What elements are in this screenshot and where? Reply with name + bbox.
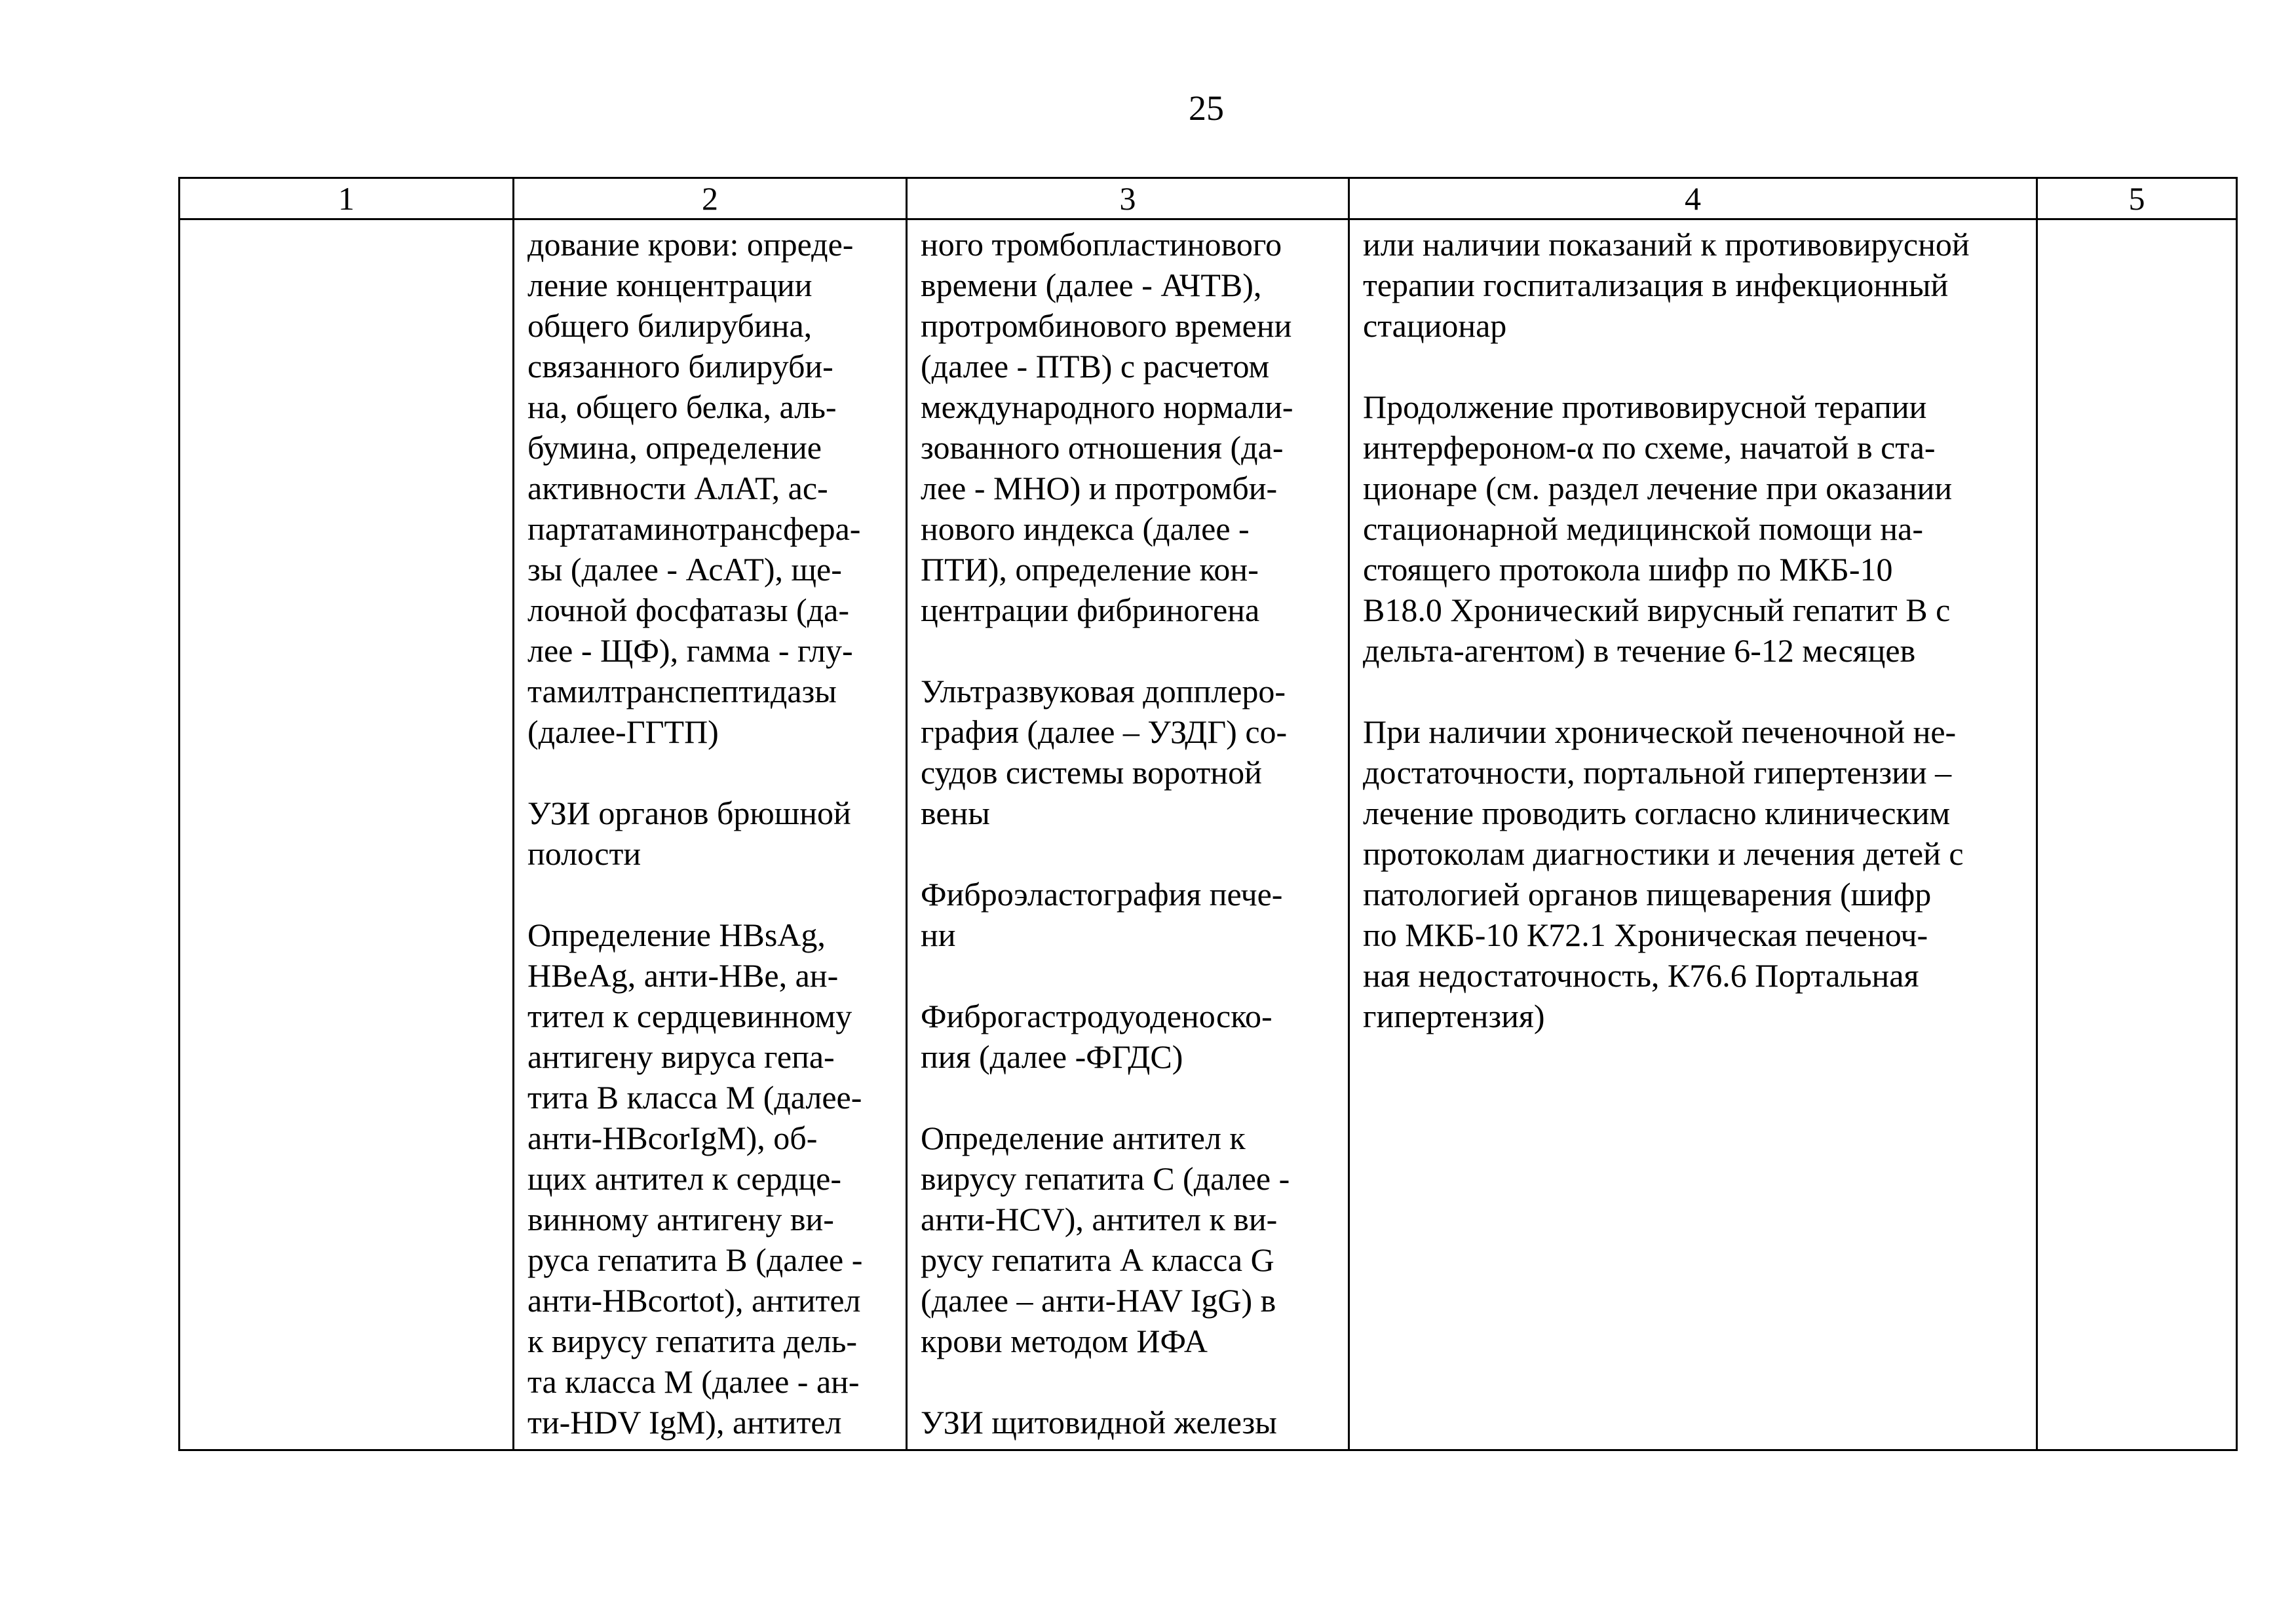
- cell-text-line: ционаре (см. раздел лечение при оказании: [1363, 470, 1953, 506]
- cell-text-line: стоящего протокола шифр по МКБ-10: [1363, 551, 1893, 588]
- cell-text-line: УЗИ щитовидной железы: [921, 1404, 1277, 1441]
- paragraph-gap: [527, 752, 892, 793]
- cell-text-line: (далее - ПТВ) с расчетом: [921, 348, 1270, 385]
- table-header-row: [180, 178, 2237, 219]
- cell-text-line: УЗИ органов брюшной: [527, 795, 851, 831]
- cell-text-line: антигену вируса гепа-: [527, 1038, 835, 1075]
- cell-text-line: ти-HDV IgM), антител: [527, 1404, 842, 1441]
- cell-text-line: Определение HBsAg,: [527, 916, 826, 953]
- cell-text-line: ни: [921, 916, 956, 953]
- cell-text-line: русу гепатита А класса G: [921, 1241, 1274, 1278]
- cell-text-line: зы (далее - АсАТ), ще-: [527, 551, 842, 588]
- cell-text-line: тамилтранспептидазы: [527, 673, 837, 709]
- cell-text-line: достаточности, портальной гипертензии –: [1363, 754, 1952, 791]
- cell-text-line: ПТИ), определение кон-: [921, 551, 1259, 588]
- cell-text-line: по МКБ-10 К72.1 Хроническая печеноч-: [1363, 916, 1928, 953]
- cell-text-line: лее - МНО) и протромби-: [921, 470, 1278, 506]
- column-header-3: 3: [907, 178, 1349, 219]
- cell-col-2: [514, 219, 907, 1450]
- cell-text-line: Фиброгастродуоденоско-: [921, 998, 1272, 1034]
- cell-text-line: к вирусу гепатита дель-: [527, 1323, 858, 1359]
- cell-text-line: анти-HBcortot), антител: [527, 1282, 861, 1319]
- cell-text-line: анти-HBcorIgM), об-: [527, 1120, 818, 1156]
- cell-text-line: нового индекса (далее -: [921, 510, 1250, 547]
- cell-text-line: стационарной медицинской помощи на-: [1363, 510, 1923, 547]
- cell-text-line: протоколам диагностики и лечения детей с: [1363, 835, 1964, 872]
- cell-text-line: пия (далее -ФГДС): [921, 1038, 1183, 1075]
- paragraph-gap: [1363, 671, 2023, 711]
- column-header-4: 4: [1349, 178, 2037, 219]
- cell-text-line: партатаминотрансфера-: [527, 510, 861, 547]
- cell-text-line: графия (далее – УЗДГ) со-: [921, 713, 1288, 750]
- cell-text-line: (далее-ГГТП): [527, 713, 719, 750]
- cell-text-line: руса гепатита В (далее -: [527, 1241, 863, 1278]
- cell-text-line: протромбинового времени: [921, 307, 1292, 344]
- cell-text-line: гипертензия): [1363, 998, 1545, 1034]
- cell-text-line: патологией органов пищеварения (шифр: [1363, 876, 1932, 913]
- cell-text-line: времени (далее - АЧТВ),: [921, 267, 1262, 303]
- cell-text-line: вирусу гепатита С (далее -: [921, 1160, 1290, 1197]
- cell-text-line: тител к сердцевинному: [527, 998, 852, 1034]
- cell-col-3: [907, 219, 1349, 1450]
- cell-text-line: интерфероном-α по схеме, начатой в ста-: [1363, 429, 1936, 466]
- paragraph-gap: [921, 833, 1335, 874]
- cell-text-line: общего билирубина,: [527, 307, 813, 344]
- paragraph-gap: [1363, 346, 2023, 387]
- cell-text-line: зованного отношения (да-: [921, 429, 1284, 466]
- cell-text-line: анти-HCV), антител к ви-: [921, 1201, 1278, 1237]
- cell-text-line: При наличии хронической печеночной не-: [1363, 713, 1957, 750]
- cell-col-4: [1349, 219, 2037, 1450]
- cell-text-line: терапии госпитализация в инфекционный: [1363, 267, 1949, 303]
- cell-text-line: вены: [921, 795, 990, 831]
- cell-text-line: тита В класса М (далее-: [527, 1079, 862, 1116]
- protocol-table: [178, 177, 2238, 1451]
- cell-text-line: дование крови: опреде-: [527, 226, 854, 263]
- paragraph-gap: [921, 1077, 1335, 1118]
- cell-text-line: дельта-агентом) в течение 6-12 месяцев: [1363, 632, 1916, 669]
- cell-text-line: та класса М (далее - ан-: [527, 1363, 860, 1400]
- table-row: [180, 219, 2237, 1450]
- column-header-2: 2: [514, 178, 907, 219]
- cell-text-line: судов системы воротной: [921, 754, 1262, 791]
- cell-text-line: Фиброэластография пече-: [921, 876, 1283, 913]
- cell-text-line: на, общего белка, аль-: [527, 388, 837, 425]
- cell-text-line: центрации фибриногена: [921, 592, 1260, 628]
- cell-text-line: лочной фосфатазы (да-: [527, 592, 849, 628]
- column-header-1: 1: [180, 178, 514, 219]
- page-number: 25: [1189, 88, 1224, 128]
- cell-text-line: (далее – анти-HAV IgG) в: [921, 1282, 1276, 1319]
- cell-text-line: Продолжение противовирусной терапии: [1363, 388, 1927, 425]
- cell-text-line: ного тромбопластинового: [921, 226, 1282, 263]
- cell-col-1: [180, 219, 514, 1450]
- cell-text-line: HBeAg, анти-HBe, ан-: [527, 957, 839, 994]
- cell-text-line: щих антител к сердце-: [527, 1160, 841, 1197]
- paragraph-gap: [921, 1361, 1335, 1402]
- cell-text-line: активности АлАТ, ас-: [527, 470, 828, 506]
- cell-text-line: стационар: [1363, 307, 1507, 344]
- cell-text-line: В18.0 Хронический вирусный гепатит В с: [1363, 592, 1951, 628]
- cell-text-line: или наличии показаний к противовирусной: [1363, 226, 1970, 263]
- cell-text-line: лее - ЩФ), гамма - глу-: [527, 632, 853, 669]
- cell-text-line: ление концентрации: [527, 267, 813, 303]
- cell-text-line: международного нормали-: [921, 388, 1293, 425]
- cell-text-line: лечение проводить согласно клиническим: [1363, 795, 1951, 831]
- cell-text-line: крови методом ИФА: [921, 1323, 1208, 1359]
- cell-text-line: полости: [527, 835, 641, 872]
- cell-text-line: бумина, определение: [527, 429, 822, 466]
- cell-text-line: ная недостаточность, К76.6 Портальная: [1363, 957, 1919, 994]
- paragraph-gap: [527, 874, 892, 915]
- cell-text-line: винному антигену ви-: [527, 1201, 834, 1237]
- cell-text-line: связанного билируби-: [527, 348, 833, 385]
- column-header-5: 5: [2037, 178, 2237, 219]
- cell-text-line: Определение антител к: [921, 1120, 1246, 1156]
- paragraph-gap: [921, 630, 1335, 671]
- cell-text-line: Ультразвуковая допплеро-: [921, 673, 1286, 709]
- paragraph-gap: [921, 955, 1335, 996]
- cell-col-5: [2037, 219, 2237, 1450]
